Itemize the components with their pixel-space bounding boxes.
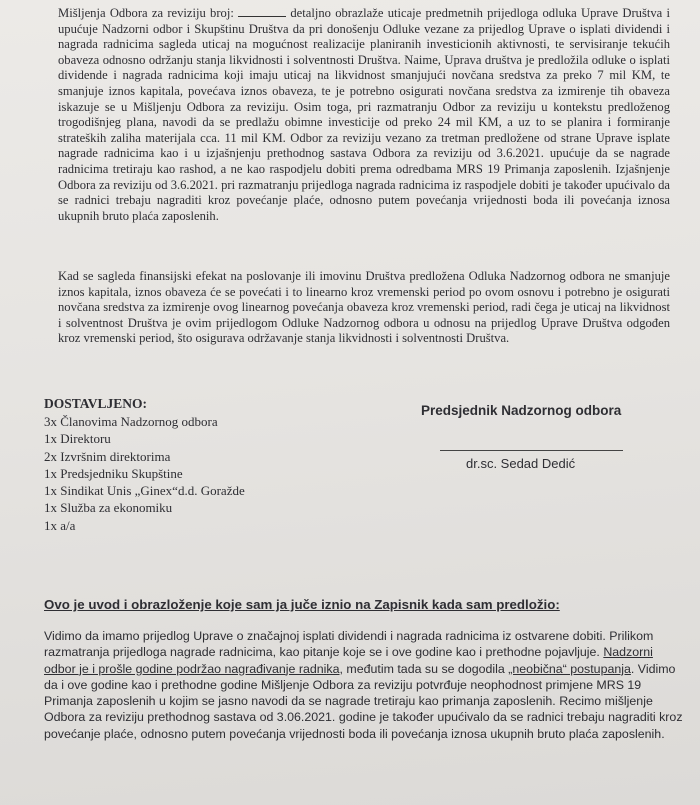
- intro-text-a: Vidimo da imamo prijedlog Uprave o značajnoj isplati dividendi i nagrada radnicima iz ostvarene dobiti. Prilikom razmatranja prijedloga nagrade radnicima, kao pitanje koje se i ove godine kao i prethodne pojavljuje.: [44, 629, 654, 660]
- distribution-item: 1x Služba za ekonomiku: [44, 500, 173, 516]
- distribution-item: 3x Članovima Nadzornog odbora: [44, 414, 218, 429]
- financial-effect-paragraph: Kad se sagleda finansijski efekat na poslovanje ili imovinu Društva predložena Odluka Nadzornog odbora ne smanjuje iznos kapitala, iznos obaveza će se povećati i to linearno kroz vremenski period po ovom osnovu i potrebno je osigurati novčana sredstva za izmirenje ovog linearnog povećanja obaveza kroz vremenski period, radi čega je uticaj na likvidnost i solventnost Društva je ovim prijedlogom Odluke Nadzornog odbora u odnosu na prijedlog Uprave Društva odgođen kroz vremenski period, što osigurava održavanje stanja likvidnosti i solventnosti Društva.: [58, 269, 670, 346]
- opinion-paragraph-body: detaljno obrazlaže uticaje predmetnih prijedloga odluka Uprave Društva i upućuje Nadzorni odbor i Skupštinu Društva da pri donošenju Odluke vezane za prijedlog Uprave o isplati dividendi i nagrada radnicima sagleda uticaj na mogućnost realizacije planiranih investicionih aktivnosti, te servisiranje tekućih obaveza odnosno održanju stanja likvidnosti i solventnosti Društva. Naime, Uprava društva je predložila odluke o isplati dividende i nagrada radnicima koji imaju uticaj na likvidnost smanjujući novčana sredstva za preko 7 mil KM, te smanjuje iznos kapitala, povećava iznos obaveza, te je potrebno osigurati novčana sredstva za izmirenje tih obaveza iskazuje se u Mišljenju Odbora za reviziju. Osim toga, pri razmatranju Odbor za reviziju u kontekstu predloženog trogodišnjeg plana, navodi da se predlažu obimne investicije od preko 24 mil KM, a uz to se planira i formiranje strateških zaliha materijala cca. 11 mil KM. Odbor za reviziju vezano za tretman predložene od strane Uprave isplate nagrade radnicima kao i u izjašnjenju prethodnog sastava Odbora za reviziju od 3.6.2021. upućuje da se nagrade radnicima tretiraju kao rashod, a ne kao raspodjelu dobiti prema odredbama MRS 19 Primanja zaposlenih. Izjašnjenje Odbora za reviziju od 3.6.2021. pri razmatranju prijedloga nagrada radnicima iz raspodjele dobiti je također upućivalo da se radnici trebaju nagraditi kroz povećanje plaće, odnosno putem povećanja vrijednosti boda ili povećanja iznosa ukupnih bruto plaća zaposlenih.: [58, 6, 670, 223]
- opinion-paragraph: [58, 6, 670, 224]
- intro-text: [44, 628, 684, 742]
- distribution-item: 1x Predsjedniku Skupštine: [44, 465, 183, 481]
- president-title: Predsjednik Nadzornog odbora: [421, 403, 622, 418]
- intro-text-c: , međutim tada su se dogodila: [339, 661, 509, 676]
- distribution-item: 1x a/a: [44, 517, 76, 533]
- intro-text-underlined-1: Nadzorni odbor je i prošle godine podržao nagrađivanje radnika: [44, 645, 653, 676]
- intro-text-underlined-2: „neobična“ postupanja: [508, 661, 631, 676]
- number-blank: [238, 16, 286, 17]
- signature-line: [440, 450, 623, 451]
- distribution-list: [44, 413, 245, 534]
- opinion-paragraph-lead: Mišljenja Odbora za reviziju broj:: [58, 6, 239, 20]
- intro-heading: Ovo je uvod i obrazloženje koje sam ja juče iznio na Zapisnik kada sam predložio:: [44, 597, 560, 612]
- president-name: dr.sc. Sedad Dedić: [466, 456, 576, 471]
- distribution-title: DOSTAVLJENO:: [44, 396, 148, 411]
- distribution-item: 1x Direktoru: [44, 431, 111, 447]
- intro-text-e: . Vidimo da i ove godine kao i prethodne godine Mišljenje Odbora za reviziju potvrđuje neophodnost primjene MRS 19 Primanja zaposlenih u kojim se jasno navodi da se nagrade tretiraju kao primanja zaposlenih. Recimo mišljenje Odbora za reviziju prethodnog sastava od 3.06.2021. godine je također upućivalo da se radnici trebaju nagraditi kroz povećanje plaće, odnosno putem povećanja vrijednosti boda ili povećanja iznosa ukupnih bruto plaća zaposlenih.: [44, 661, 683, 741]
- distribution-item: 1x Sindikat Unis „Ginex“d.d. Goražde: [44, 483, 245, 499]
- distribution-item: 2x Izvršnim direktorima: [44, 448, 171, 464]
